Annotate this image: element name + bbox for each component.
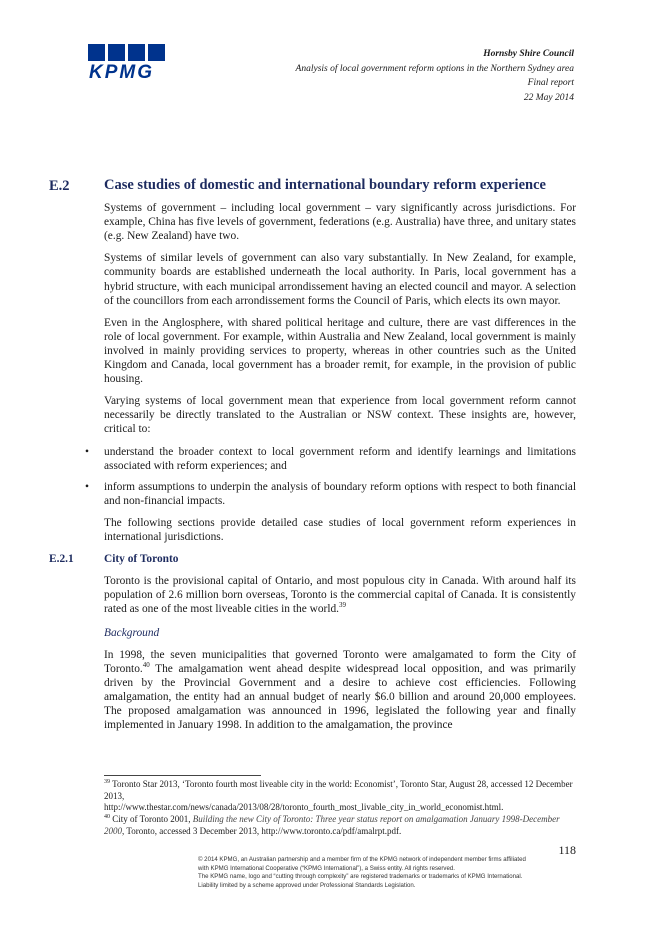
list-item [85,445,576,473]
footnote [104,814,576,837]
bullet-icon: • [85,480,89,493]
subsection-heading [49,552,576,566]
subsection-title: City of Toronto [104,553,179,566]
document-header [296,47,574,105]
background-text: The amalgamation went ahead despite widespread local opposition, and was primarily driven by the Provincial Government and a desire to achieve cost efficiencies. Following amalgamation, the entity had an annual budget of nearly $6.0 billion and around 20,000 employees. The proposed amalgamation was announced in 1996, legislated the following year and finally implemented in January 1998. In addition to the amalgamation, the province [104,662,576,731]
main-content [49,177,576,740]
legal-line: © 2014 KPMG, an Australian partnership and a member firm of the KPMG network of independent member firms affiliated [198,856,526,863]
footnote-number: 40 [104,814,110,821]
paragraph: Systems of similar levels of government can also vary substantially. In New Zealand, for example, community boards are established underneath the local authority. In Paris, local government has a hybrid structure, with each municipal arrondissement having an elected council and mayor. A selection of the councillors from each arrondissement forms the Council of Paris, which elects its own mayor. [104,252,576,307]
legal-line: Liability limited by a scheme approved under Professional Standards Legislation. [198,881,416,889]
footnotes [104,779,576,838]
footnote-link[interactable]: http://www.thestar.com/news/canada/2013/08/28/toronto_fourth_most_livable_city_in_world_economist.html. [104,802,504,813]
footnote-text: Toronto Star 2013, ‘Toronto fourth most liveable city in the world: Economist’, Toronto Star, August 28, accessed 12 December 2013, [104,779,573,801]
footnote-text: City of Toronto 2001, [112,814,193,825]
footnote-divider [104,775,261,776]
list-item-text: inform assumptions to underpin the analysis of boundary reform options with respect to both financial and non-financial impacts. [104,480,576,507]
report-type: Final report [527,78,574,88]
legal-line: The KPMG name, logo and “cutting through complexity” are registered trademarks or trademarks of KPMG International. [198,873,523,880]
background-text: In 1998, the seven municipalities that governed Toronto were amalgamated to form the City of Toronto. [104,648,576,675]
kpmg-logo-text: KPMG [89,62,154,80]
kpmg-logo [88,44,170,80]
bullet-list [85,445,576,508]
background-heading: Background [104,627,160,640]
list-item-text: understand the broader context to local government reform and identify learnings and limitations associated with reform experiences; and [104,445,576,472]
toronto-intro-text: Toronto is the provisional capital of Ontario, and most populous city in Canada. With around half its population of 2.6 million born overseas, Toronto is the commercial capital of Canada. It is consistently rated as one of the most liveable cities in the world. [104,575,576,616]
legal-line: with KPMG International Cooperative (“KPMG International”), a Swiss entity. All rights reserved. [198,864,455,872]
legal-notice [198,856,528,890]
paragraph: Even in the Anglosphere, with shared political heritage and culture, there are vast differences in the role of local government. For example, within Australia and New Zealand, local government is mainly involved in mainly providing services to property, whereas in other countries such as the United Kingdom and Canada, local government has a broader remit, for example, in the provision of public housing. [104,316,576,386]
report-subtitle: Analysis of local government reform options in the Northern Sydney area [295,63,574,74]
footnote-title: Building the new City of Toronto: Three year status report on amalgamation January 1998-December 2000 [104,814,560,836]
paragraph [104,574,576,616]
footnote-ref[interactable]: 39 [339,601,347,610]
paragraph: The following sections provide detailed case studies of local government reform experiences in international jurisdictions. [104,516,576,543]
subsection-number: E.2.1 [49,553,74,566]
bullet-icon: • [85,445,89,458]
list-item [85,480,576,508]
footnote-text: , Toronto, accessed 3 December 2013, http://www.toronto.ca/pdf/amalrpt.pdf. [122,825,402,836]
page-number: 118 [558,843,576,857]
report-date: 22 May 2014 [523,92,574,103]
footnote-ref[interactable]: 40 [142,660,150,669]
section-number: E.2 [49,178,70,194]
footnote [104,779,576,802]
council-name: Hornsby Shire Council [483,49,574,59]
section-title: Case studies of domestic and international boundary reform experience [104,177,546,193]
paragraph: Systems of government – including local government – vary significantly across jurisdictions. For example, China has five levels of government, federations (e.g. Australia) have three, and unitary states (e.g. New Zealand) have two. [104,202,576,243]
footnote-number: 39 [104,779,110,785]
paragraph [104,648,576,733]
paragraph: Varying systems of local government mean that experience from local government reform cannot necessarily be directly translated to the Australian or NSW context. These insights are, however, critical to: [104,395,576,436]
